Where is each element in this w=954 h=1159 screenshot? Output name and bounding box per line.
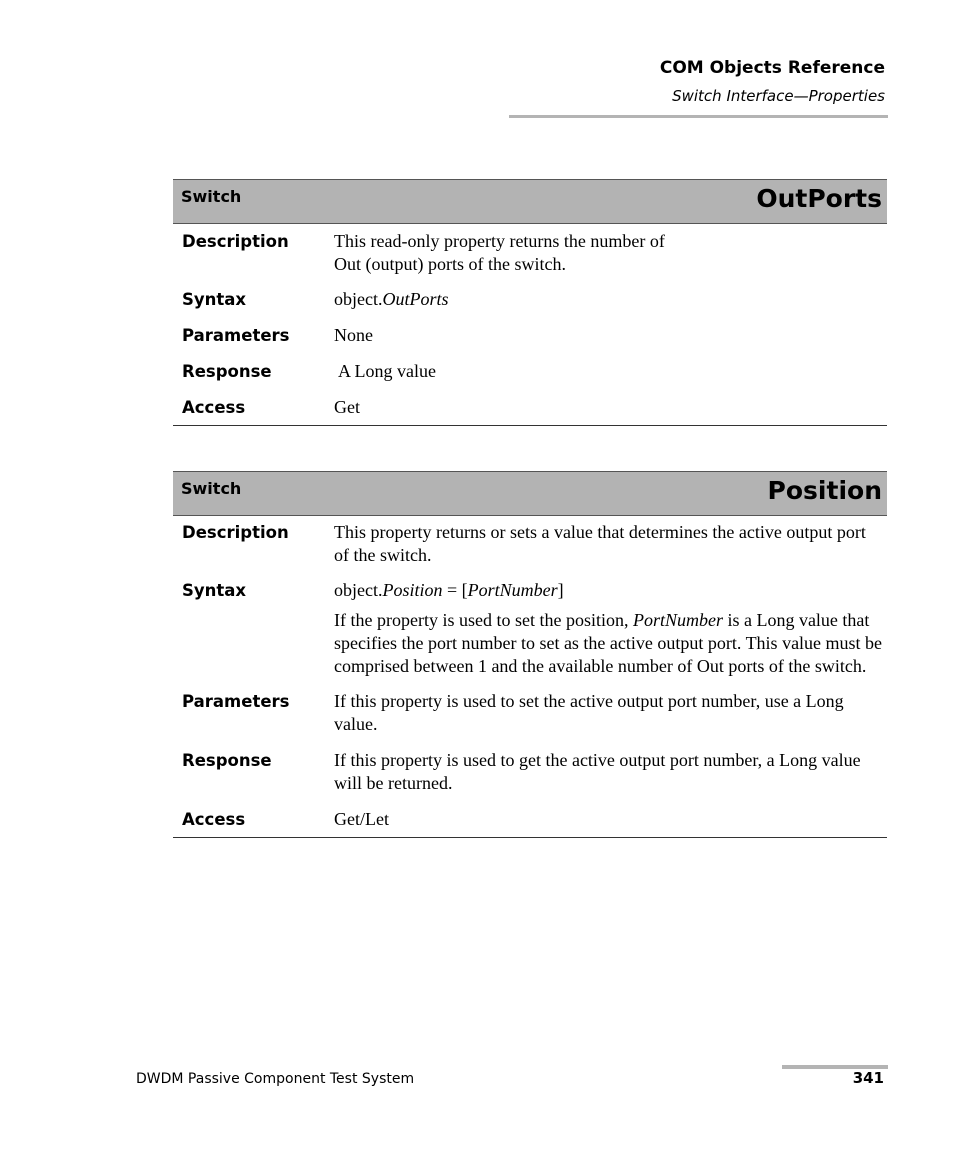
- position-access-label: Access: [182, 810, 246, 829]
- outports-description-row: [173, 230, 887, 276]
- position-description-label: Description: [182, 523, 289, 542]
- outports-parameters-label: Parameters: [182, 326, 290, 345]
- position-syntax-close: ]: [557, 580, 564, 600]
- position-property-block: [173, 471, 887, 838]
- position-access-row: [173, 808, 887, 831]
- outports-parameters-row: [173, 324, 887, 347]
- outports-object-name: Switch: [181, 187, 242, 206]
- position-syntax-note-post: is a Long value that specifies the port number to set as the active output port. This value must be comprised between 1 and the available number of Out ports of the switch.: [334, 610, 883, 676]
- footer-document-title: DWDM Passive Component Test System: [136, 1071, 415, 1087]
- outports-syntax-property: OutPorts: [382, 289, 449, 309]
- outports-syntax-label: Syntax: [182, 290, 247, 309]
- position-description-row: [173, 521, 887, 567]
- position-syntax-row: [173, 579, 887, 678]
- outports-syntax-row: [173, 288, 887, 311]
- position-access-value: Get/Let: [334, 809, 389, 829]
- position-object-name: Switch: [181, 479, 242, 498]
- position-response-row: [173, 749, 887, 795]
- position-response-label: Response: [182, 751, 272, 770]
- outports-access-label: Access: [182, 398, 246, 417]
- position-parameters-row: [173, 690, 887, 736]
- position-description-value: This property returns or sets a value that determines the active output port of the switch.: [334, 522, 866, 565]
- outports-access-row: [173, 396, 887, 419]
- outports-parameters-value: None: [334, 325, 373, 345]
- position-syntax-label: Syntax: [182, 581, 247, 600]
- position-syntax-note-pre: If the property is used to set the position,: [334, 610, 633, 630]
- page-number: 341: [852, 1069, 884, 1087]
- outports-response-label: Response: [182, 362, 272, 381]
- outports-access-value: Get: [334, 397, 360, 417]
- outports-header-bar: [173, 179, 887, 224]
- header-rule: [509, 115, 888, 118]
- position-syntax-note-argument: PortNumber: [632, 610, 723, 630]
- position-syntax-prefix: object.: [334, 580, 383, 600]
- position-property-name: Position: [767, 476, 882, 505]
- position-parameters-label: Parameters: [182, 692, 290, 711]
- position-syntax-property: Position: [382, 580, 443, 600]
- position-response-value: If this property is used to get the active output port number, a Long value will be returned.: [334, 750, 861, 793]
- position-syntax-note: [334, 609, 883, 678]
- outports-response-row: [173, 360, 887, 383]
- outports-description-line2: Out (output) ports of the switch.: [334, 254, 566, 274]
- outports-description-label: Description: [182, 232, 289, 251]
- position-parameters-value: If this property is used to set the active output port number, use a Long value.: [334, 691, 844, 734]
- outports-syntax-prefix: object.: [334, 289, 383, 309]
- position-syntax-argument: PortNumber: [467, 580, 558, 600]
- running-header-title: COM Objects Reference: [659, 58, 885, 78]
- position-header-bar: [173, 471, 887, 516]
- position-syntax-equals: = [: [442, 580, 468, 600]
- outports-property-name: OutPorts: [756, 184, 882, 213]
- outports-property-block: [173, 179, 887, 426]
- position-syntax-statement: [334, 579, 883, 602]
- outports-response-value: A Long value: [338, 361, 436, 381]
- outports-description-line1: This read-only property returns the number of: [334, 231, 665, 251]
- running-header-subtitle: Switch Interface—Properties: [672, 87, 885, 105]
